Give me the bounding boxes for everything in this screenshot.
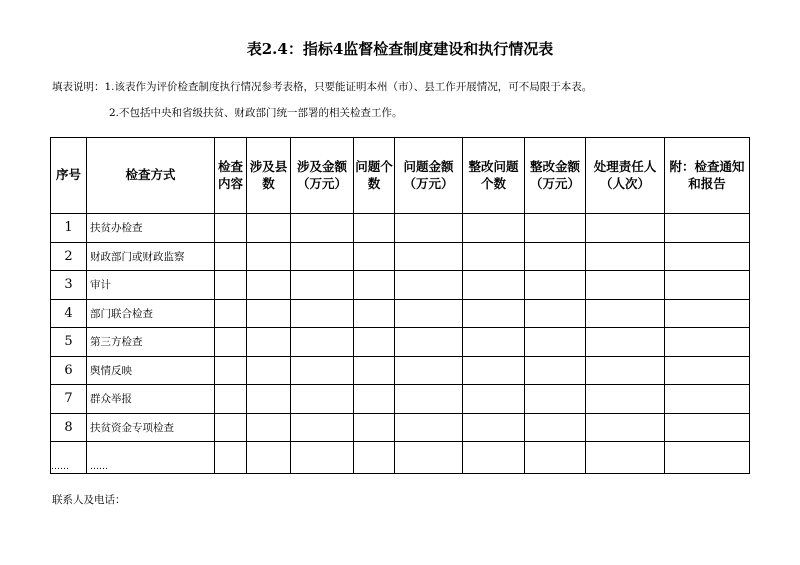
table-cell: [291, 413, 354, 442]
header-rectified-amount: 整改金额（万元）: [525, 138, 586, 214]
table-cell: [215, 413, 247, 442]
row-number: 6: [51, 356, 87, 385]
table-cell: [354, 271, 395, 300]
table-cell: [291, 299, 354, 328]
table-cell: [291, 356, 354, 385]
contact-label: 联系人及电话：: [52, 494, 126, 506]
table-cell: [291, 271, 354, 300]
table-cell: [463, 413, 525, 442]
table-cell: [247, 442, 291, 474]
table-cell: [525, 356, 586, 385]
table-cell: [247, 385, 291, 414]
header-problem-count: 问题个数: [354, 138, 395, 214]
table-cell: [291, 328, 354, 357]
row-number: 3: [51, 271, 87, 300]
table-cell: [463, 242, 525, 271]
table-cell: [354, 242, 395, 271]
table-cell: [525, 242, 586, 271]
table-cell: [665, 442, 750, 474]
table-row: [51, 271, 750, 300]
table-cell: [525, 271, 586, 300]
table-cell: [215, 328, 247, 357]
table-cell: [665, 214, 750, 243]
table-cell: [247, 299, 291, 328]
table-cell: [395, 385, 463, 414]
table-cell: [586, 328, 665, 357]
table-cell: [247, 356, 291, 385]
row-method: 舆情反映: [87, 356, 215, 385]
table-cell: [463, 385, 525, 414]
header-rectified-count: 整改问题个数: [463, 138, 525, 214]
inspection-table: [50, 137, 750, 474]
table-row: [51, 385, 750, 414]
header-inspection-method: 检查方式: [87, 138, 215, 214]
table-row: [51, 328, 750, 357]
table-cell: [586, 299, 665, 328]
table-cell: [525, 328, 586, 357]
table-cell: [463, 214, 525, 243]
table-cell: [395, 299, 463, 328]
table-cell: [395, 328, 463, 357]
row-number: 5: [51, 328, 87, 357]
table-cell: [291, 242, 354, 271]
table-cell: [247, 242, 291, 271]
header-inspection-content: 检查内容: [215, 138, 247, 214]
row-number: 4: [51, 299, 87, 328]
table-cell: [665, 413, 750, 442]
row-method: 扶贫办检查: [87, 214, 215, 243]
table-cell: [354, 442, 395, 474]
header-serial-no: 序号: [51, 138, 87, 214]
table-cell: [525, 442, 586, 474]
table-cell: [463, 356, 525, 385]
table-cell: [525, 299, 586, 328]
table-cell: [665, 242, 750, 271]
table-row: [51, 356, 750, 385]
table-cell: [463, 271, 525, 300]
table-cell: [525, 413, 586, 442]
fill-instructions-line-1: 填表说明：1.该表作为评价检查制度执行情况参考表格，只要能证明本州（市）、县工作开展情况，可不局限于本表。: [52, 81, 593, 93]
row-method: 审计: [87, 271, 215, 300]
table-cell: [665, 385, 750, 414]
row-number: 8: [51, 413, 87, 442]
table-cell: [215, 299, 247, 328]
row-method: 部门联合检查: [87, 299, 215, 328]
table-row: [51, 299, 750, 328]
table-cell: [586, 385, 665, 414]
table-cell: [586, 413, 665, 442]
row-method: 扶贫资金专项检查: [87, 413, 215, 442]
table-cell: [586, 214, 665, 243]
row-method: ……: [87, 442, 215, 474]
table-cell: [586, 271, 665, 300]
table-cell: [291, 385, 354, 414]
table-cell: [395, 413, 463, 442]
table-cell: [215, 271, 247, 300]
row-method: 财政部门或财政监察: [87, 242, 215, 271]
header-problem-amount: 问题金额（万元）: [395, 138, 463, 214]
table-cell: [215, 442, 247, 474]
table-cell: [395, 271, 463, 300]
row-number: 7: [51, 385, 87, 414]
table-cell: [586, 356, 665, 385]
row-number: ……: [51, 442, 87, 474]
table-cell: [354, 413, 395, 442]
table-cell: [354, 214, 395, 243]
table-cell: [463, 328, 525, 357]
row-method: 第三方检查: [87, 328, 215, 357]
table-cell: [247, 214, 291, 243]
row-number: 1: [51, 214, 87, 243]
table-cell: [395, 214, 463, 243]
table-row: [51, 214, 750, 243]
fill-instructions-line-2: 2.不包括中央和省级扶贫、财政部门统一部署的相关检查工作。: [109, 107, 403, 119]
table-cell: [525, 214, 586, 243]
table-cell: [291, 442, 354, 474]
table-cell: [463, 299, 525, 328]
table-cell: [215, 356, 247, 385]
table-cell: [215, 214, 247, 243]
table-cell: [525, 385, 586, 414]
table-cell: [395, 442, 463, 474]
table-cell: [395, 356, 463, 385]
table-cell: [586, 442, 665, 474]
table-cell: [354, 328, 395, 357]
table-cell: [291, 214, 354, 243]
table-cell: [665, 299, 750, 328]
row-method: 群众举报: [87, 385, 215, 414]
table-cell: [586, 242, 665, 271]
document-title: 表2.4：指标4监督检查制度建设和执行情况表: [246, 40, 554, 58]
table-cell: [215, 242, 247, 271]
row-number: 2: [51, 242, 87, 271]
table-cell: [247, 271, 291, 300]
header-amount-involved: 涉及金额（万元）: [291, 138, 354, 214]
table-cell: [247, 413, 291, 442]
header-notice-and-report: 附：检查通知和报告: [665, 138, 750, 214]
table-cell: [463, 442, 525, 474]
table-row: [51, 242, 750, 271]
table-cell: [665, 271, 750, 300]
header-counties-involved: 涉及县数: [247, 138, 291, 214]
table-row: [51, 413, 750, 442]
table-cell: [395, 242, 463, 271]
table-cell: [354, 356, 395, 385]
table-cell: [665, 328, 750, 357]
table-cell: [665, 356, 750, 385]
table-cell: [354, 385, 395, 414]
table-cell: [247, 328, 291, 357]
table-cell: [215, 385, 247, 414]
table-row: [51, 442, 750, 474]
table-cell: [354, 299, 395, 328]
header-responsible-persons: 处理责任人（人次）: [586, 138, 665, 214]
header-row: [51, 138, 750, 214]
